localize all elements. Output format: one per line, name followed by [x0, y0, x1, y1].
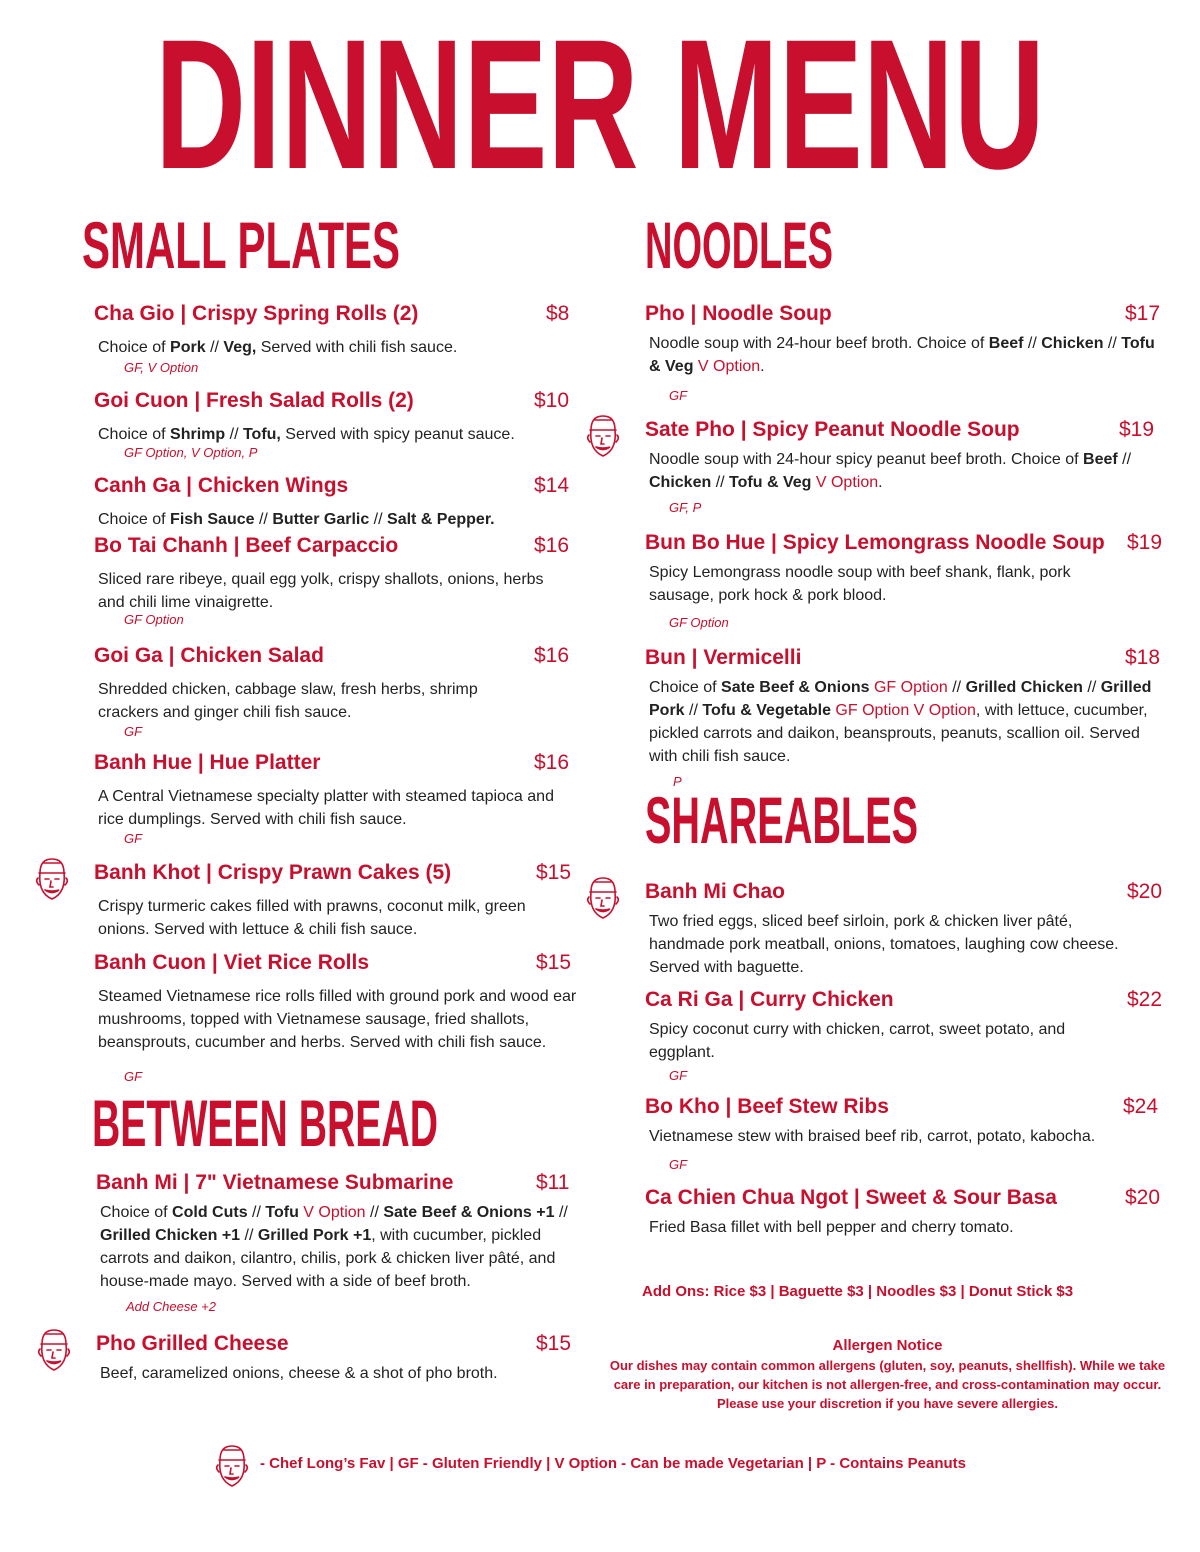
item-name: Bo Tai Chanh | Beef Carpaccio [94, 534, 399, 557]
item-description: Beef, caramelized onions, cheese & a shot of pho broth. [100, 1365, 498, 1382]
item-diet-tags: GF [124, 831, 143, 846]
item-name: Banh Cuon | Viet Rice Rolls [94, 951, 370, 974]
chef-long-face-icon [34, 1324, 74, 1374]
item-description: Sliced rare ribeye, quail egg yolk, crispy shallots, onions, herbs and chili lime vinaigrette. [98, 571, 544, 611]
item-diet-tags: GF Option, V Option, P [124, 445, 258, 460]
item-diet-tags: P [673, 774, 682, 789]
item-name: Bun Bo Hue | Spicy Lemongrass Noodle Soup [645, 531, 1105, 554]
item-description: Spicy coconut curry with chicken, carrot, sweet potato, and eggplant. [649, 1021, 1066, 1061]
section-heading-noodles [645, 212, 835, 272]
item-diet-tags: GF, V Option [124, 360, 199, 375]
item-price: $15 [536, 861, 572, 884]
chef-long-face-icon [212, 1440, 252, 1490]
item-diet-tags: GF [669, 388, 688, 403]
item-name: Banh Mi Chao [645, 880, 785, 903]
item-price: $24 [1123, 1095, 1159, 1118]
item-price: $16 [534, 644, 570, 667]
item-description: Choice of Cold Cuts // Tofu V Option // Sate Beef & Onions +1 // Grilled Chicken +1 // Grilled Pork +1, with cucumber, pickled carrots and daikon, cilantro, chilis, pork & chicken liver pâté, and house-made mayo. Served with a side of beef broth. [100, 1204, 568, 1290]
item-price: $16 [534, 534, 570, 557]
item-description: Vietnamese stew with braised beef rib, carrot, potato, kabocha. [649, 1128, 1096, 1145]
section-heading-between-bread [92, 1090, 440, 1150]
item-price: $16 [534, 751, 570, 774]
item-description: A Central Vietnamese specialty platter with steamed tapioca and rice dumplings. Served with chili fish sauce. [98, 788, 554, 828]
svg-text:DINNER MENU: DINNER MENU [155, 8, 1045, 183]
item-price: $17 [1125, 302, 1161, 325]
item-price: $10 [534, 389, 570, 412]
add-ons-line: Add Ons: Rice $3 | Baguette $3 | Noodles $3 | Donut Stick $3 [642, 1283, 1074, 1300]
item-diet-tags: GF, P [669, 500, 702, 515]
item-price: $15 [536, 1332, 572, 1355]
item-name: Banh Khot | Crispy Prawn Cakes (5) [94, 861, 452, 884]
item-diet-tags: GF [669, 1068, 688, 1083]
item-price: $20 [1125, 1186, 1161, 1209]
item-name: Pho Grilled Cheese [96, 1332, 289, 1355]
legend-text: - Chef Long’s Fav | GF - Gluten Friendly | V Option - Can be made Vegetarian | P - Contains Peanuts [260, 1455, 967, 1472]
item-diet-tags: GF Option [669, 615, 729, 630]
item-price: $22 [1127, 988, 1163, 1011]
allergen-text: Our dishes may contain common allergens (gluten, soy, peanuts, shellfish). While we take care in preparation, our kitchen is not allergen-free, and cross-contamination may occur. Please use your discretion if you have severe allergies. [609, 1358, 1166, 1411]
chef-long-face-icon [583, 410, 623, 460]
item-name: Bo Kho | Beef Stew Ribs [645, 1095, 889, 1118]
svg-text:NOODLES: NOODLES [645, 212, 833, 272]
item-name: Cha Gio | Crispy Spring Rolls (2) [94, 302, 419, 325]
item-price: $19 [1119, 418, 1155, 441]
item-name: Goi Cuon | Fresh Salad Rolls (2) [94, 389, 414, 412]
item-diet-tags: GF Option [124, 612, 184, 627]
item-price: $11 [536, 1171, 570, 1194]
item-price: $14 [534, 474, 570, 497]
item-description: Crispy turmeric cakes filled with prawns, coconut milk, green onions. Served with lettuce & chili fish sauce. [98, 898, 526, 938]
item-name: Goi Ga | Chicken Salad [94, 644, 324, 667]
section-heading-shareables [645, 787, 920, 847]
item-description: Choice of Shrimp // Tofu, Served with spicy peanut sauce. [98, 426, 515, 443]
svg-text:SMALL PLATES: SMALL PLATES [82, 212, 400, 272]
item-description: Two fried eggs, sliced beef sirloin, pork & chicken liver pâté, handmade pork meatball, onions, tomatoes, laughing cow cheese. Served with baguette. [649, 913, 1119, 976]
item-name: Ca Chien Chua Ngot | Sweet & Sour Basa [645, 1186, 1057, 1209]
item-diet-tags: Add Cheese +2 [126, 1299, 216, 1314]
item-name: Banh Mi | 7" Vietnamese Submarine [96, 1171, 454, 1194]
item-description: Noodle soup with 24-hour beef broth. Choice of Beef // Chicken // Tofu & Veg V Option. [649, 335, 1155, 375]
item-name: Canh Ga | Chicken Wings [94, 474, 349, 497]
item-price: $18 [1125, 646, 1161, 669]
item-name: Ca Ri Ga | Curry Chicken [645, 988, 894, 1011]
item-name: Banh Hue | Hue Platter [94, 751, 321, 774]
item-description: Shredded chicken, cabbage slaw, fresh herbs, shrimp crackers and ginger chili fish sauce. [98, 681, 478, 721]
item-description: Spicy Lemongrass noodle soup with beef shank, flank, pork sausage, pork hock & pork blood. [649, 564, 1071, 604]
menu-title [150, 8, 1050, 183]
allergen-notice [600, 1336, 1175, 1413]
item-price: $8 [546, 302, 570, 325]
item-name: Sate Pho | Spicy Peanut Noodle Soup [645, 418, 1020, 441]
item-diet-tags: GF [669, 1157, 688, 1172]
svg-text:BETWEEN BREAD: BETWEEN BREAD [92, 1090, 438, 1150]
item-description: Noodle soup with 24-hour spicy peanut beef broth. Choice of Beef // Chicken // Tofu & Veg V Option. [649, 451, 1132, 491]
item-name: Bun | Vermicelli [645, 646, 802, 669]
chef-long-face-icon [32, 853, 72, 903]
item-diet-tags: GF [124, 1069, 143, 1084]
item-description: Fried Basa fillet with bell pepper and cherry tomato. [649, 1219, 1014, 1236]
item-description: Steamed Vietnamese rice rolls filled with ground pork and wood ear mushrooms, topped with Vietnamese sausage, fried shallots, beansprouts, cucumber and herbs. Served with chili fish sauce. [98, 988, 577, 1051]
chef-long-face-icon [583, 872, 623, 922]
item-description: Choice of Fish Sauce // Butter Garlic // Salt & Pepper. [98, 511, 495, 528]
item-description: Choice of Sate Beef & Onions GF Option // Grilled Chicken // Grilled Pork // Tofu & Vegetable GF Option V Option, with lettuce, cucumber, pickled carrots and daikon, beansprouts, peanuts, scallion oil. Served with chili fish sauce. [649, 679, 1152, 765]
item-price: $19 [1127, 531, 1163, 554]
item-price: $20 [1127, 880, 1163, 903]
item-price: $15 [536, 951, 572, 974]
allergen-heading: Allergen Notice [832, 1337, 943, 1354]
item-name: Pho | Noodle Soup [645, 302, 832, 325]
item-description: Choice of Pork // Veg, Served with chili fish sauce. [98, 339, 458, 356]
svg-text:SHAREABLES: SHAREABLES [645, 787, 918, 847]
section-heading-small-plates [82, 212, 402, 272]
item-diet-tags: GF [124, 724, 143, 739]
